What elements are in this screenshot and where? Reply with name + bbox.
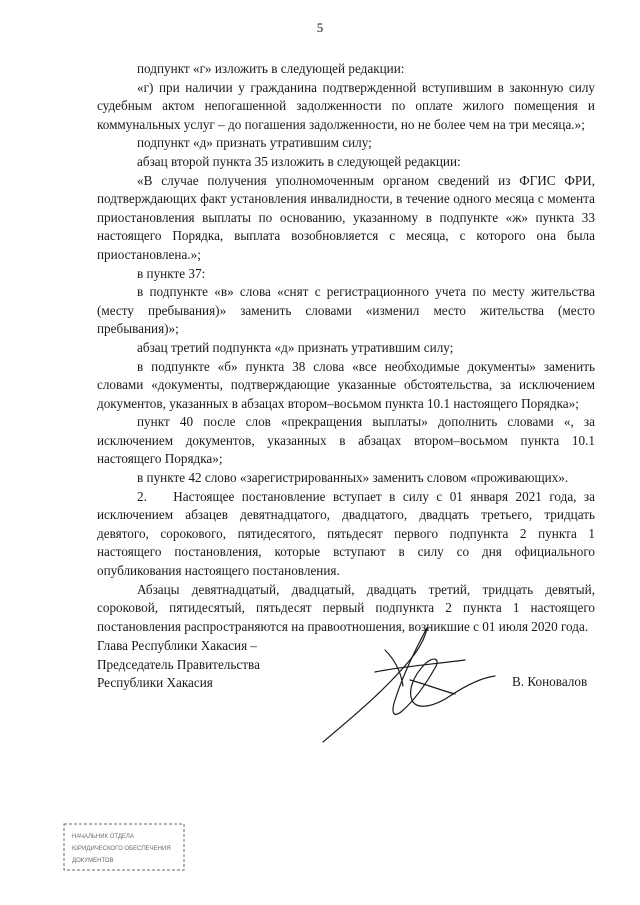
paragraph: в пункте 42 слово «зарегистрированных» заменить словом «проживающих». (137, 470, 569, 486)
document-body (97, 60, 595, 636)
page-number: 5 (316, 20, 324, 35)
stamp-line: НАЧАЛЬНИК ОТДЕЛА (72, 834, 134, 840)
stamp-line: ЮРИДИЧЕСКОГО ОБЕСПЕЧЕНИЯ (72, 846, 171, 852)
paragraph: абзац второй пункта 35 изложить в следующей редакции: (137, 153, 461, 169)
paragraph: абзац третий подпункта «д» признать утратившим силу; (137, 339, 454, 355)
registration-stamp (62, 822, 186, 872)
signatory-position-line: Глава Республики Хакасия – (97, 638, 258, 653)
signatory-position (97, 637, 260, 693)
paragraph: в пункте 37: (137, 265, 206, 281)
numbered-paragraph: 2. Настоящее постановление вступает в силу с 01 января 2021 года, за исключением абзацев девятнадцатого, двадцатого, двадцать третьего, тридцать девятого, сорокового, пятидесятого, пятьдесят первого подпункта 2 пункта 1 настоящего постановления, которые вступают в силу со дня официального опубликования настоящего постановления. (97, 488, 595, 579)
paragraph: «В случае получения уполномоченным органом сведений из ФГИС ФРИ, подтверждающих факт установления инвалидности, в течение одного месяца с момента приостановления выплаты по основанию, указанному в подпункте «ж» пункта 33 настоящего Порядка, выплата возобновляется с месяца, с которого она была приостановлена.»; (97, 172, 595, 262)
signatory-position-line: Председатель Правительства (97, 656, 260, 672)
handwritten-signature (315, 620, 505, 750)
paragraph: Абзацы девятнадцатый, двадцатый, двадцать третий, тридцать девятый, сороковой, пятидесятый, пятьдесят первый подпункта 2 пункта 1 настоящего постановления распространяются на правоотношения, возникшие с 01 июля 2020 года. (97, 581, 595, 634)
paragraph: «г) при наличии у гражданина подтвержденной вступившим в законную силу судебным актом непогашенной задолженности по оплате жилого помещения и коммунальных услуг – до погашения задолженности, но не более чем на три месяца.»; (97, 79, 595, 132)
signer-name: В. Коновалов (512, 674, 588, 689)
stamp-line: ДОКУМЕНТОВ (72, 858, 114, 864)
paragraph: пункт 40 после слов «прекращения выплаты» дополнить словами «, за исключением документов, указанных в абзацах втором–восьмом пункта 10.1 настоящего Порядка»; (97, 414, 595, 467)
signatory-position-line: Республики Хакасия (97, 675, 213, 691)
paragraph: в подпункте «б» пункта 38 слова «все необходимые документы» заменить словами «документы, подтверждающие указанные обстоятельства, за исключением документов, указанных в абзацах втором–восьмом пункта 10.1 настоящего Порядка»; (97, 358, 595, 411)
paragraph: подпункт «г» изложить в следующей редакции: (137, 61, 405, 76)
paragraph: в подпункте «в» слова «снят с регистрационного учета по месту жительства (месту пребывания)» заменить словами «изменил место жительства (место пребывания)»; (97, 284, 595, 337)
paragraph: подпункт «д» признать утратившим силу; (137, 135, 372, 151)
